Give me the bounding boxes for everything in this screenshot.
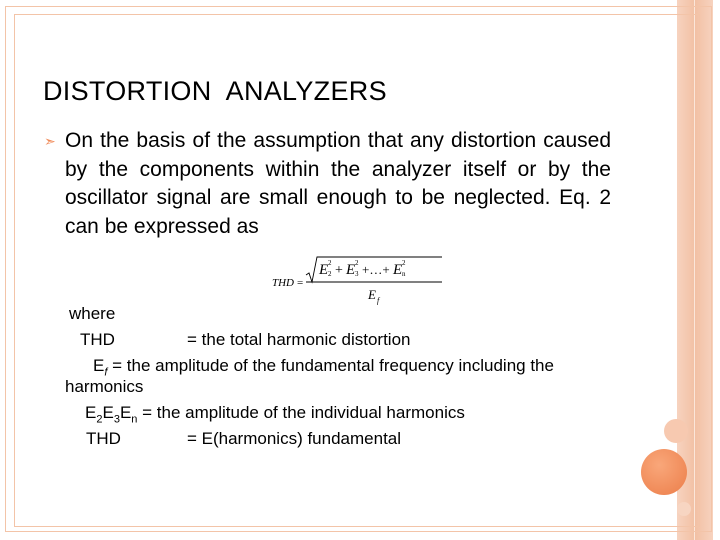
slide-title: DISTORTION ANALYZERS: [43, 76, 387, 106]
bullet-paragraph: On the basis of the assumption that any distortion caused by the components within the analyzer itself or by the oscillator signal are small enough to be neglected. Eq. 2 can be expressed as: [65, 129, 611, 238]
ef-description: = the amplitude of the fundamental frequency including the: [107, 356, 554, 375]
ef-definition: [93, 356, 554, 378]
formula-term-e2: E: [319, 262, 329, 278]
svg-text:+…+: +…+: [362, 262, 390, 277]
decor-circle-large: [641, 449, 687, 495]
formula-sub-3: 3: [355, 270, 359, 278]
formula-sub-n: n: [402, 270, 406, 278]
formula-sub-2: 2: [328, 270, 332, 278]
where-label: where: [69, 304, 116, 323]
harmonics-definition: $E_2E_3E_n$ = the amplitude of the individual harmonics: [85, 403, 465, 426]
harmonics-description: = the amplitude of the individual harmonics: [137, 403, 465, 422]
ef-description-cont: harmonics: [65, 377, 144, 396]
formula-lhs: THD: [272, 277, 295, 289]
formula-equals: =: [297, 277, 304, 289]
ef-symbol: E: [93, 356, 105, 375]
svg-text:2: 2: [402, 259, 406, 267]
formula-denominator-sub: f: [377, 296, 380, 305]
decor-circle-small: [677, 502, 691, 516]
ef-subscript: f: [104, 366, 108, 379]
thd-description: = the total harmonic distortion: [187, 330, 411, 349]
formula-term-e3: E: [346, 262, 356, 278]
thd2-label: THD: [86, 429, 121, 448]
svg-text:2: 2: [328, 259, 332, 267]
bullet-icon: ➣: [44, 133, 56, 149]
decor-circle-medium: [664, 419, 688, 443]
svg-text:2: 2: [355, 259, 359, 267]
thd-label: THD: [80, 330, 115, 349]
formula-term-en: E: [393, 262, 403, 278]
svg-text:+: +: [335, 263, 343, 278]
formula-denominator: E: [368, 287, 376, 302]
thd-formula: [272, 255, 442, 305]
thd2-description: = E(harmonics) fundamental: [187, 429, 402, 448]
